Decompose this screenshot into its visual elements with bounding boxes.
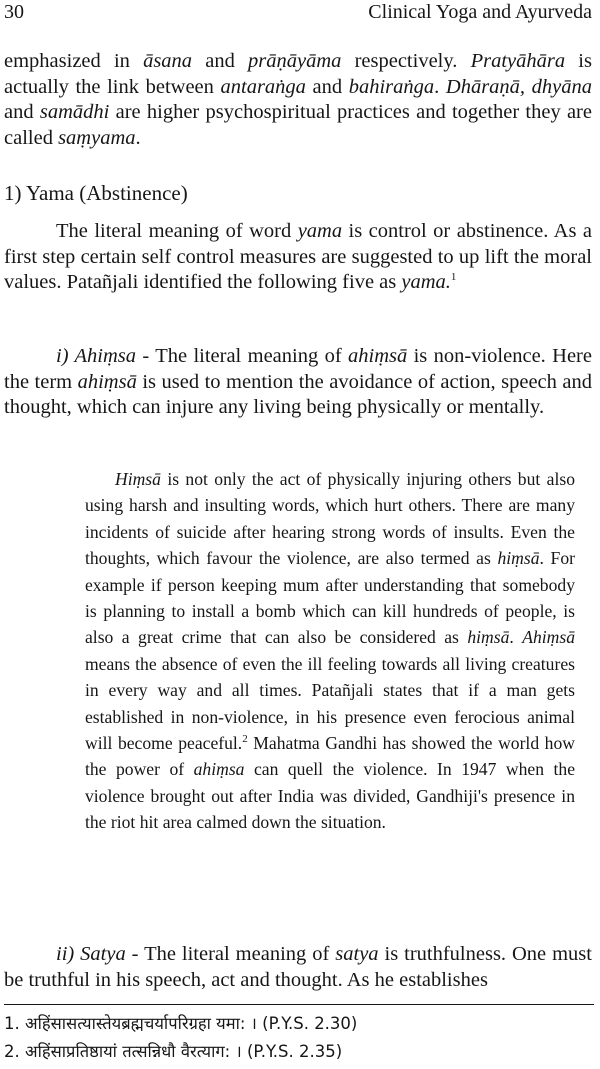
satya-label: ii) Satya (56, 943, 126, 965)
footnote-1: 1. अहिंसासत्यास्तेयब्रह्मचर्यापरिग्रहा यमा: । (P.Y.S. 2.30) (4, 1014, 358, 1033)
ahimsa-paragraph: i) Ahiṃsa - The literal meaning of ahiṃsā is non-violence. Here the term ahiṃsā is used to mention the avoidance of action, speech and thought, which can injure any living being physically or mentally. (4, 345, 592, 418)
block-quote: Hiṃsā is not only the act of physically injuring others but also using harsh and insulting words, which hurt others. There are many incidents of suicide after hearing strong words of insults. Even the thoughts, which favour the violence, are also termed as hiṃsā. For example if person keeping mum after understanding that somebody is planning to install a bomb which can kill hundreds of people, is also a great crime that can also be considered as hiṃsā. Ahiṃsā means the absence of even the ill feeling towards all living creatures in every way and all times. Patañjali states that if a man gets established in non-violence, in his presence even ferocious animal will become peaceful.$^2$ Mahatma Gandhi has showed the world how the power of ahiṃsa can quell the violence. In 1947 when the violence brought out after India was divided, Gandhiji's presence in the riot hit area calmed down the situation. (85, 469, 576, 833)
footnote-divider (4, 1004, 594, 1005)
footnote-ref-2: 2 (242, 733, 248, 746)
section-heading: 1) Yama (Abstinence) (4, 181, 188, 205)
page-number: 30 (4, 1, 24, 23)
footnote-2: 2. अहिंसाप्रतिष्ठायां तत्सन्निधौ वैरत्याग: । (P.Y.S. 2.35) (4, 1042, 343, 1061)
running-title: Clinical Yoga and Ayurveda (368, 1, 592, 23)
satya-paragraph: ii) Satya - The literal meaning of satya is truthfulness. One must be truthful in his speech, act and thought. As he establishes (4, 943, 592, 991)
yama-paragraph: The literal meaning of word yama is control or abstinence. As a first step certain self control measures are suggested to up lift the moral values. Patañjali identified the following five as yama.$^1$ (4, 220, 592, 293)
footnote-ref-1: 1 (450, 271, 457, 284)
ahimsa-label: i) Ahiṃsa (56, 345, 137, 367)
intro-paragraph: emphasized in āsana and prāṇāyāma respectively. Pratyāhāra is actually the link between antaraṅga and bahiraṅga. Dhāraṇā, dhyāna and samādhi are higher psychospiritual practices and together they are called saṃyama. (4, 50, 592, 149)
page-header (4, 0, 592, 30)
